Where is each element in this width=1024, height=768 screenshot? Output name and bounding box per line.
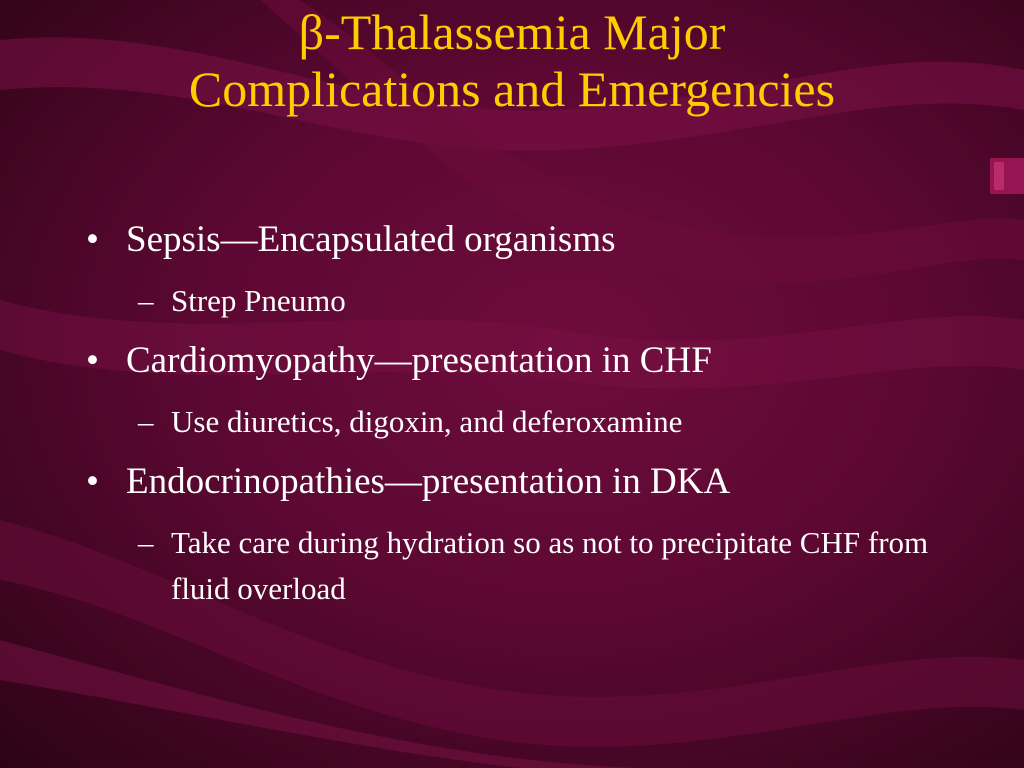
- title-line-1: β-Thalassemia Major: [298, 4, 726, 60]
- dash-icon: –: [138, 404, 154, 439]
- bullet-text: Cardiomyopathy—presentation in CHF: [126, 340, 712, 381]
- dash-icon: –: [138, 525, 154, 560]
- bullet-text: Sepsis—Encapsulated organisms: [126, 219, 616, 260]
- sub-item-strep: [86, 278, 966, 324]
- bullet-icon: •: [86, 461, 99, 502]
- bullet-item-cardiomyopathy: [86, 337, 966, 385]
- sub-item-text: Take care during hydration so as not to precipitate CHF from fluid overload: [171, 525, 929, 606]
- title-line-2: Complications and Emergencies: [188, 61, 836, 117]
- sub-item-diuretics: [86, 399, 966, 445]
- bullet-icon: •: [86, 219, 99, 260]
- sub-item-text: Strep Pneumo: [171, 283, 346, 318]
- bullet-text: Endocrinopathies—presentation in DKA: [126, 461, 731, 502]
- bullet-item-sepsis: [86, 216, 966, 264]
- bullet-item-endocrinopathies: [86, 458, 966, 506]
- slide-title: [0, 4, 1024, 118]
- dash-icon: –: [138, 283, 154, 318]
- edge-tab-highlight: [994, 162, 1004, 190]
- bullet-icon: •: [86, 340, 99, 381]
- sub-item-text: Use diuretics, digoxin, and deferoxamine: [171, 404, 683, 439]
- sub-item-hydration: [86, 520, 966, 612]
- bullet-list: [86, 216, 966, 612]
